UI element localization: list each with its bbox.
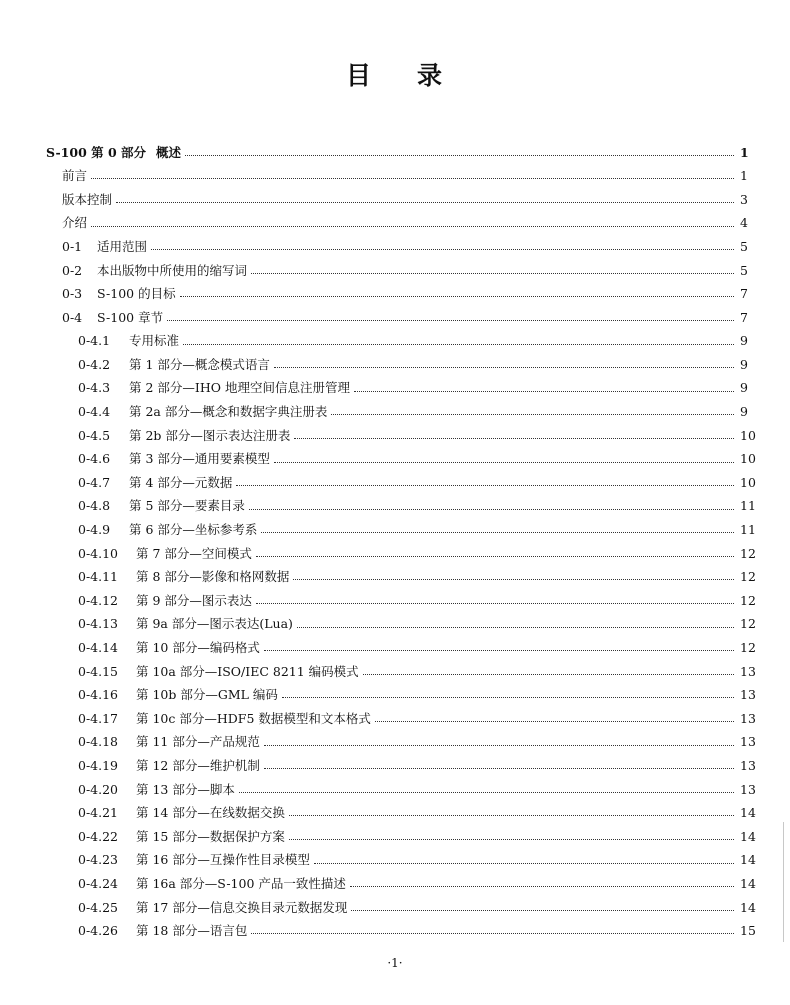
toc-entry-number: 0-4.5 [78,427,111,443]
toc-entry-title: 第 3 部分—通用要素模型 [129,451,270,467]
table-of-contents [0,141,790,943]
toc-dot-leader [167,320,734,321]
toc-page-number: 13 [740,734,756,750]
toc-entry[interactable] [0,825,790,849]
toc-entry-title: 专用标准 [129,333,180,349]
toc-entry-number: 0-4.20 [78,781,119,797]
toc-dot-leader [314,863,734,864]
toc-page-number: 12 [740,640,756,656]
toc-entry[interactable] [0,448,790,472]
toc-entry[interactable] [0,566,790,590]
toc-dot-leader [264,768,734,769]
toc-entry-number: 0-4 [62,309,83,325]
toc-page-number: 9 [740,333,748,349]
toc-entry-number: 0-4.19 [78,757,119,773]
toc-entry-number: 0-4.10 [78,545,119,561]
toc-dot-leader [289,815,734,816]
toc-entry[interactable] [0,896,790,920]
toc-dot-leader [354,391,734,392]
toc-dot-leader [282,697,734,698]
toc-dot-leader [331,414,734,415]
toc-entry-number: 0-4.8 [78,498,111,514]
toc-page-number: 10 [740,474,756,490]
toc-entry-title: 第 16 部分—互操作性目录模型 [136,852,310,868]
toc-entry[interactable] [0,259,790,283]
toc-entry-title: 前言 [62,168,88,184]
toc-dot-leader [351,910,734,911]
toc-entry[interactable] [0,660,790,684]
toc-entry-number: 0-4.14 [78,640,119,656]
toc-entry-number: 0-4.6 [78,451,111,467]
toc-page-number: 14 [740,805,756,821]
toc-entry-title: 第 8 部分—影像和格网数据 [136,569,290,585]
toc-entry-title: 第 2 部分—IHO 地理空间信息注册管理 [129,380,350,396]
toc-entry[interactable] [0,849,790,873]
toc-entry[interactable] [0,707,790,731]
toc-entry-number: 0-4.18 [78,734,119,750]
toc-dot-leader [264,745,734,746]
toc-entry-title: 第 5 部分—要素目录 [129,498,245,514]
toc-entry[interactable] [0,471,790,495]
toc-entry[interactable] [0,636,790,660]
toc-page-number: 13 [740,710,756,726]
toc-entry-number: 0-2 [62,262,83,278]
toc-entry[interactable] [0,754,790,778]
toc-entry-number: 0-1 [62,238,83,254]
toc-page-number: 13 [740,663,756,679]
toc-entry-title: 第 10b 部分—GML 编码 [136,687,278,703]
toc-entry[interactable] [0,778,790,802]
toc-dot-leader [297,627,734,628]
toc-page-number: 7 [740,309,748,325]
toc-dot-leader [183,344,734,345]
toc-entry-number: 0-4.23 [78,852,119,868]
page-number-footer: ·1· [387,956,403,970]
toc-entry-title: 版本控制 [62,191,113,207]
toc-entry-title: 第 11 部分—产品规范 [136,734,260,750]
toc-entry-title: S-100 的目标 [97,286,176,302]
toc-page-number: 11 [740,522,756,538]
toc-entry-number: 0-4.3 [78,380,111,396]
toc-entry-title: 第 16a 部分—S-100 产品一致性描述 [136,875,346,891]
toc-dot-leader [251,933,734,934]
toc-entry[interactable] [0,235,790,259]
toc-dot-leader [251,273,734,274]
toc-dot-leader [274,367,734,368]
toc-entry-title: 本出版物中所使用的缩写词 [97,262,248,278]
toc-entry[interactable] [0,589,790,613]
toc-entry-number: 0-4.13 [78,616,119,632]
toc-page-number: 13 [740,687,756,703]
toc-entry-title: 概述 [156,144,182,160]
toc-entry-title: 第 7 部分—空间模式 [136,545,252,561]
toc-entry-number: 0-4.15 [78,663,119,679]
toc-page-number: 12 [740,569,756,585]
toc-entry-title: 第 15 部分—数据保护方案 [136,828,285,844]
toc-entry[interactable] [0,165,790,189]
toc-page-number: 5 [740,238,748,254]
toc-entry-title: 第 2a 部分—概念和数据字典注册表 [129,404,328,420]
toc-entry-title: 第 9 部分—图示表达 [136,592,252,608]
toc-entry-title: 第 17 部分—信息交换目录元数据发现 [136,899,348,915]
page-title [0,56,790,92]
toc-entry-number: 0-4.21 [78,805,119,821]
toc-entry[interactable] [0,401,790,425]
toc-page-number: 14 [740,828,756,844]
toc-entry-number: 0-3 [62,286,83,302]
toc-page-number: 10 [740,427,756,443]
toc-entry-title: 第 13 部分—脚本 [136,781,235,797]
toc-entry[interactable] [0,872,790,896]
toc-dot-leader [91,178,734,179]
toc-dot-leader [363,674,734,675]
toc-entry-title: 第 2b 部分—图示表达注册表 [129,427,291,443]
toc-entry-number: 0-4.12 [78,592,119,608]
toc-entry[interactable] [0,330,790,354]
toc-page-number: 1 [740,168,748,184]
toc-page-number: 15 [740,923,756,939]
toc-entry-number: 0-4.9 [78,522,111,538]
toc-entry-number: S-100 第 0 部分 [46,144,147,160]
toc-dot-leader [294,438,734,439]
toc-entry-title: 第 9a 部分—图示表达(Lua) [136,616,293,632]
toc-dot-leader [375,721,734,722]
toc-dot-leader [350,886,734,887]
toc-entry[interactable] [0,920,790,944]
toc-entry-number: 0-4.26 [78,923,119,939]
toc-page-number: 14 [740,875,756,891]
toc-page-number: 7 [740,286,748,302]
toc-dot-leader [180,296,734,297]
toc-entry-title: 介绍 [62,215,88,231]
toc-page-number: 9 [740,356,748,372]
toc-entry[interactable] [0,613,790,637]
toc-dot-leader [249,509,734,510]
toc-dot-leader [116,202,734,203]
toc-page-number: 3 [740,191,748,207]
toc-dot-leader [274,462,734,463]
toc-dot-leader [293,579,734,580]
toc-entry-number: 0-4.4 [78,404,111,420]
toc-entry-title: 第 10 部分—编码格式 [136,640,260,656]
toc-dot-leader [236,485,734,486]
toc-entry[interactable] [0,731,790,755]
toc-dot-leader [256,603,734,604]
toc-entry[interactable] [0,802,790,826]
toc-page-number: 4 [740,215,748,231]
toc-entry[interactable] [0,188,790,212]
toc-entry-number: 0-4.16 [78,687,119,703]
toc-page-number: 11 [740,498,756,514]
toc-page-number: 9 [740,380,748,396]
toc-entry-title: 第 12 部分—维护机制 [136,757,260,773]
toc-entry[interactable] [0,306,790,330]
toc-entry[interactable] [0,353,790,377]
toc-entry-number: 0-4.1 [78,333,111,349]
toc-dot-leader [256,556,734,557]
toc-dot-leader [239,792,734,793]
toc-page-number: 12 [740,616,756,632]
toc-entry-title: S-100 章节 [97,309,164,325]
toc-entry-title: 第 4 部分—元数据 [129,474,233,490]
toc-entry[interactable] [0,684,790,708]
toc-entry[interactable] [0,519,790,543]
toc-entry-title: 第 10a 部分—ISO/IEC 8211 编码模式 [136,663,359,679]
toc-entry[interactable] [0,283,790,307]
toc-entry[interactable] [0,495,790,519]
toc-page-number: 9 [740,404,748,420]
toc-page-number: 5 [740,262,748,278]
toc-page-number: 1 [740,144,749,160]
toc-entry-number: 0-4.2 [78,356,111,372]
toc-page-number: 10 [740,451,756,467]
toc-entry-number: 0-4.17 [78,710,119,726]
scan-edge-mark [783,822,784,942]
toc-entry-number: 0-4.7 [78,474,111,490]
title-char-right: 录 [417,61,445,90]
toc-dot-leader [185,155,734,156]
toc-entry-number: 0-4.25 [78,899,119,915]
toc-entry-title: 第 18 部分—语言包 [136,923,248,939]
toc-dot-leader [261,532,734,533]
toc-entry[interactable] [0,542,790,566]
toc-page-number: 14 [740,852,756,868]
toc-entry-title: 第 10c 部分—HDF5 数据模型和文本格式 [136,710,371,726]
toc-page-number: 12 [740,592,756,608]
toc-dot-leader [264,650,734,651]
toc-page-number: 13 [740,757,756,773]
toc-entry-title: 第 1 部分—概念模式语言 [129,356,270,372]
toc-entry-number: 0-4.11 [78,569,119,585]
toc-entry-title: 第 6 部分—坐标参考系 [129,522,258,538]
title-char-left: 目 [345,61,373,90]
toc-page-number: 12 [740,545,756,561]
toc-dot-leader [151,249,734,250]
toc-page-number: 14 [740,899,756,915]
toc-page-number: 13 [740,781,756,797]
toc-entry[interactable] [0,424,790,448]
toc-entry-title: 第 14 部分—在线数据交换 [136,805,285,821]
toc-dot-leader [91,226,734,227]
toc-entry-title: 适用范围 [97,238,148,254]
toc-entry-number: 0-4.22 [78,828,119,844]
toc-dot-leader [289,839,734,840]
toc-entry-number: 0-4.24 [78,875,119,891]
toc-entry[interactable] [0,141,790,165]
toc-entry[interactable] [0,377,790,401]
toc-entry[interactable] [0,212,790,236]
